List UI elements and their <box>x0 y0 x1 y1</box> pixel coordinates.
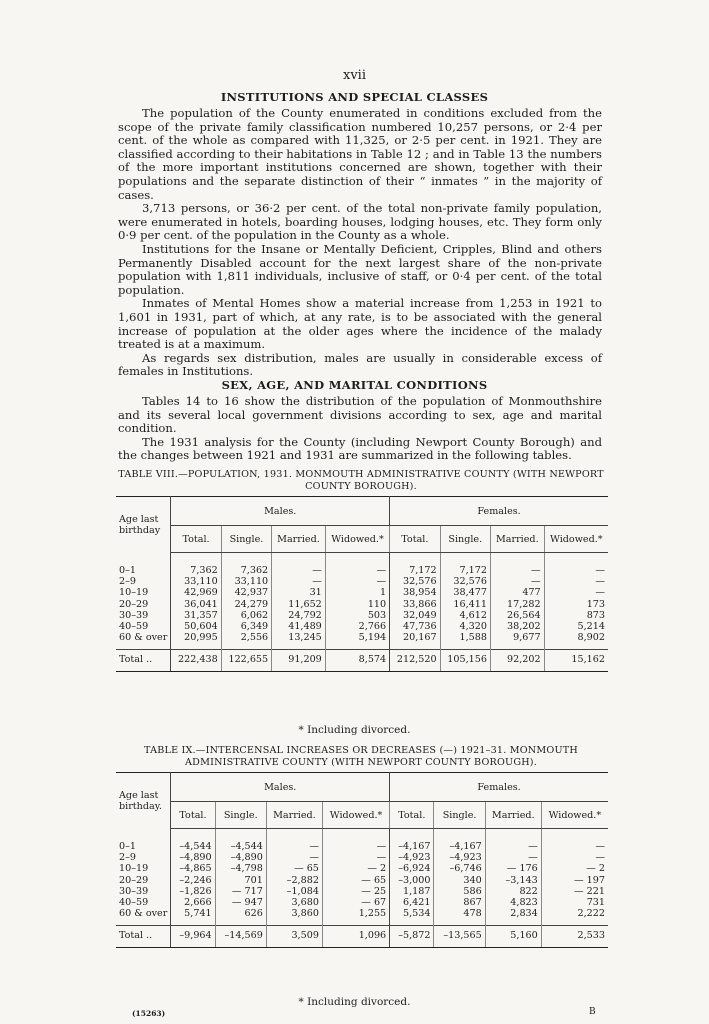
data-cell: 6,421 <box>390 897 434 908</box>
data-cell: 31,357 <box>171 610 221 621</box>
data-cell: 2,766 <box>325 621 389 632</box>
females-header: Females. <box>390 773 608 802</box>
data-cell: –4,544 <box>171 829 215 853</box>
data-cell: 42,937 <box>221 587 271 598</box>
table-row <box>116 897 608 908</box>
age-group-label: 40–59 <box>116 621 171 632</box>
data-cell: — 947 <box>215 897 266 908</box>
data-cell: 17,282 <box>490 599 544 610</box>
age-group-label: 30–39 <box>116 886 171 897</box>
age-group-label: 2–9 <box>116 576 171 587</box>
data-cell: 1 <box>325 587 389 598</box>
data-cell: — <box>595 852 605 864</box>
data-cell: 3,680 <box>266 897 322 908</box>
total-cell: 91,209 <box>272 650 326 671</box>
data-cell: 50,604 <box>171 621 221 632</box>
data-cell: 731 <box>586 897 605 909</box>
data-cell: — 221 <box>574 885 605 897</box>
data-cell: 24,279 <box>221 599 271 610</box>
data-cell: 477 <box>490 587 544 598</box>
column-header: Married. <box>272 526 326 553</box>
data-cell: 478 <box>434 908 485 926</box>
table-row <box>116 875 608 886</box>
column-header: Married. <box>490 526 544 553</box>
data-cell: 33,866 <box>390 599 440 610</box>
table-viii-footnote: * Including divorced. <box>298 724 411 736</box>
total-cell: 3,509 <box>266 926 322 947</box>
table-row <box>116 587 608 598</box>
age-group-label: 60 & over <box>116 908 171 926</box>
paragraph: As regards sex distribution, males are usually in considerable excess of females in Institutions. <box>118 350 602 379</box>
data-cell: –6,746 <box>434 863 485 874</box>
column-header: Single. <box>440 526 490 553</box>
table-ix-caption: TABLE IX.—INTERCENSAL INCREASES OR DECREASES (—) 1921–31. MONMOUTH ADMINISTRATIVE COUNTY (WITH NEWPORT COUNTY BOROUGH). <box>144 745 578 768</box>
data-cell: 9,677 <box>490 632 544 650</box>
data-cell: 5,214 <box>577 621 605 633</box>
table-row <box>116 599 608 610</box>
column-header: Widowed.* <box>322 802 389 829</box>
age-group-label: 40–59 <box>116 897 171 908</box>
data-cell: 5,741 <box>171 908 215 926</box>
data-cell: 24,792 <box>272 610 326 621</box>
table-row <box>116 621 608 632</box>
table-ix-footnote: * Including divorced. <box>298 996 411 1008</box>
data-cell: 340 <box>434 875 485 886</box>
data-cell: — 176 <box>485 863 541 874</box>
signature-mark: B <box>589 1007 596 1017</box>
data-cell: 33,110 <box>171 576 221 587</box>
data-cell: 873 <box>586 609 605 621</box>
table-row <box>116 632 608 650</box>
data-cell: –4,167 <box>390 829 434 853</box>
data-cell: — <box>485 852 541 863</box>
column-header: Widowed.* <box>325 526 389 553</box>
total-cell: 8,574 <box>325 650 389 671</box>
data-cell: 8,902 <box>577 632 605 644</box>
data-cell: 173 <box>586 598 605 610</box>
column-header: Widowed.* <box>544 526 608 553</box>
data-cell: 867 <box>434 897 485 908</box>
column-header: Total. <box>390 802 434 829</box>
data-cell: — 2 <box>586 863 605 875</box>
data-cell: 1,187 <box>390 886 434 897</box>
column-header: Single. <box>434 802 485 829</box>
data-cell: –3,000 <box>390 875 434 886</box>
table-viii-caption: TABLE VIII.—POPULATION, 1931. MONMOUTH ADMINISTRATIVE COUNTY (WITH NEWPORT COUNTY BOROUGH). <box>118 469 604 492</box>
data-cell: –6,924 <box>390 863 434 874</box>
table-row <box>116 829 608 853</box>
age-group-label: 60 & over <box>116 632 171 650</box>
data-cell: 4,320 <box>440 621 490 632</box>
column-header: Single. <box>221 526 271 553</box>
data-cell: –4,923 <box>434 852 485 863</box>
data-cell: –4,544 <box>215 829 266 853</box>
data-cell: 5,534 <box>390 908 434 926</box>
table-row <box>116 886 608 897</box>
data-cell: 38,954 <box>390 587 440 598</box>
age-group-label: 10–19 <box>116 863 171 874</box>
total-cell: –13,565 <box>434 926 485 947</box>
table-row <box>116 610 608 621</box>
age-group-label: 10–19 <box>116 587 171 598</box>
age-group-label: 30–39 <box>116 610 171 621</box>
total-label: Total .. <box>116 650 171 671</box>
table-row <box>116 852 608 863</box>
data-cell: 7,172 <box>440 553 490 577</box>
age-group-label: 0–1 <box>116 829 171 853</box>
data-cell: –3,143 <box>485 875 541 886</box>
data-cell: — <box>595 565 605 576</box>
data-cell: — 197 <box>574 874 605 886</box>
data-cell: — <box>595 587 605 599</box>
males-header: Males. <box>171 773 390 802</box>
column-header: Widowed.* <box>541 802 608 829</box>
paragraph: The 1931 analysis for the County (including Newport County Borough) and the changes between 1921 and 1931 are summarized in the following tables. <box>118 434 602 463</box>
page-number: xvii <box>343 68 366 83</box>
age-header: Age last birthday <box>116 497 171 553</box>
total-cell: –14,569 <box>215 926 266 947</box>
data-cell: 7,362 <box>171 553 221 577</box>
data-cell: — 717 <box>215 886 266 897</box>
section-body-sex-age <box>118 395 602 463</box>
total-cell: 1,096 <box>322 926 389 947</box>
data-cell: — <box>266 829 322 853</box>
data-cell: 503 <box>325 610 389 621</box>
total-cell: –9,964 <box>171 926 215 947</box>
total-label: Total .. <box>116 926 171 947</box>
data-cell: 7,362 <box>221 553 271 577</box>
data-cell: –4,890 <box>215 852 266 863</box>
data-cell: — 65 <box>322 875 389 886</box>
total-cell: 222,438 <box>171 650 221 671</box>
paragraph: The population of the County enumerated in conditions excluded from the scope of the private family classification numbered 10,257 persons, or 2·4 per cent. of the whole as compared with 11,325, or 2·5 per cent. in 1921. They are classified according to their habitations in Table 12 ; and in Table 13 the numbers of the more important institutions concerned are shown, together with their populations and the separate distinction of their “ inmates ” in the majority of cases. <box>118 106 602 202</box>
data-cell: 26,564 <box>490 610 544 621</box>
data-cell: 47,736 <box>390 621 440 632</box>
females-header: Females. <box>390 497 608 526</box>
total-cell: 212,520 <box>390 650 440 671</box>
data-cell: — <box>272 553 326 577</box>
total-cell: –5,872 <box>390 926 434 947</box>
data-cell: — <box>272 576 326 587</box>
data-cell: — 2 <box>322 863 389 874</box>
data-cell: — <box>490 553 544 577</box>
data-cell: –1,084 <box>266 886 322 897</box>
data-cell: –4,890 <box>171 852 215 863</box>
data-cell: –1,826 <box>171 886 215 897</box>
age-group-label: 20–29 <box>116 875 171 886</box>
data-cell: — <box>325 553 389 577</box>
data-cell: –4,798 <box>215 863 266 874</box>
table-row <box>116 908 608 926</box>
column-header: Total. <box>390 526 440 553</box>
table-ix <box>116 772 608 948</box>
data-cell: — <box>595 841 605 852</box>
total-cell: 122,655 <box>221 650 271 671</box>
age-header: Age last birthday. <box>116 773 171 829</box>
data-cell: 2,666 <box>171 897 215 908</box>
data-cell: –4,167 <box>434 829 485 853</box>
data-cell: 701 <box>215 875 266 886</box>
data-cell: 6,349 <box>221 621 271 632</box>
data-cell: 42,969 <box>171 587 221 598</box>
data-cell: 4,612 <box>440 610 490 621</box>
table-viii <box>116 496 608 672</box>
data-cell: 822 <box>485 886 541 897</box>
data-cell: 20,995 <box>171 632 221 650</box>
data-cell: –2,882 <box>266 875 322 886</box>
column-header: Total. <box>171 802 215 829</box>
age-group-label: 2–9 <box>116 852 171 863</box>
data-cell: 32,576 <box>390 576 440 587</box>
total-cell: 92,202 <box>490 650 544 671</box>
paragraph: Inmates of Mental Homes show a material increase from 1,253 in 1921 to 1,601 in 1931, part of which, at any rate, is to be associated with the general increase of population at the older ages where the incidence of the malady treated is at a maximum. <box>118 296 602 352</box>
data-cell: 16,411 <box>440 599 490 610</box>
total-row <box>116 926 608 947</box>
table-row <box>116 863 608 874</box>
data-cell: 41,489 <box>272 621 326 632</box>
data-cell: 7,172 <box>390 553 440 577</box>
column-header: Married. <box>485 802 541 829</box>
column-header: Single. <box>215 802 266 829</box>
age-group-label: 20–29 <box>116 599 171 610</box>
data-cell: — <box>325 576 389 587</box>
total-cell: 15,162 <box>544 650 608 671</box>
data-cell: — 65 <box>266 863 322 874</box>
data-cell: 13,245 <box>272 632 326 650</box>
data-cell: 1,255 <box>322 908 389 926</box>
data-cell: 33,110 <box>221 576 271 587</box>
total-cell: 2,533 <box>541 926 608 947</box>
data-cell: 2,834 <box>485 908 541 926</box>
table-row <box>116 576 608 587</box>
data-cell: 6,062 <box>221 610 271 621</box>
data-cell: –4,865 <box>171 863 215 874</box>
total-cell: 105,156 <box>440 650 490 671</box>
data-cell: 11,652 <box>272 599 326 610</box>
males-header: Males. <box>171 497 390 526</box>
data-cell: –4,923 <box>390 852 434 863</box>
data-cell: 32,049 <box>390 610 440 621</box>
data-cell: — 67 <box>322 897 389 908</box>
data-cell: –2,246 <box>171 875 215 886</box>
paragraph: Tables 14 to 16 show the distribution of the population of Monmouthshire and its several local government divisions according to sex, age and marital condition. <box>118 394 602 436</box>
data-cell: 1,588 <box>440 632 490 650</box>
data-cell: — <box>490 576 544 587</box>
column-header: Total. <box>171 526 221 553</box>
data-cell: 32,576 <box>440 576 490 587</box>
data-cell: 31 <box>272 587 326 598</box>
data-cell: 586 <box>434 886 485 897</box>
data-cell: — <box>485 829 541 853</box>
data-cell: 38,202 <box>490 621 544 632</box>
age-group-label: 0–1 <box>116 553 171 577</box>
total-cell: 5,160 <box>485 926 541 947</box>
data-cell: 38,477 <box>440 587 490 598</box>
section-heading-institutions: INSTITUTIONS AND SPECIAL CLASSES <box>220 90 489 104</box>
data-cell: 36,041 <box>171 599 221 610</box>
data-cell: — <box>266 852 322 863</box>
data-cell: — 25 <box>322 886 389 897</box>
paragraph: Institutions for the Insane or Mentally Deficient, Cripples, Blind and others Permanently Disabled account for the next largest share of the non-private population with 1,811 individuals, inclusive of staff, or 0·4 per cent. of the total population. <box>118 241 602 297</box>
data-cell: 3,860 <box>266 908 322 926</box>
table-row <box>116 553 608 577</box>
section-heading-sex-age: SEX, AGE, AND MARITAL CONDITIONS <box>221 378 488 392</box>
paragraph: 3,713 persons, or 36·2 per cent. of the total non-private family population, were enumerated in hotels, boarding houses, lodging houses, etc. They form only 0·9 per cent. of the population in the County as a whole. <box>118 201 602 243</box>
total-row <box>116 650 608 671</box>
data-cell: 5,194 <box>325 632 389 650</box>
data-cell: 20,167 <box>390 632 440 650</box>
data-cell: 626 <box>215 908 266 926</box>
data-cell: 2,556 <box>221 632 271 650</box>
print-code: (15263) <box>132 1009 166 1018</box>
data-cell: 4,823 <box>485 897 541 908</box>
column-header: Married. <box>266 802 322 829</box>
data-cell: — <box>595 576 605 588</box>
data-cell: — <box>322 852 389 863</box>
section-body-institutions <box>118 107 602 379</box>
data-cell: 2,222 <box>577 908 605 920</box>
data-cell: 110 <box>325 599 389 610</box>
data-cell: — <box>322 829 389 853</box>
